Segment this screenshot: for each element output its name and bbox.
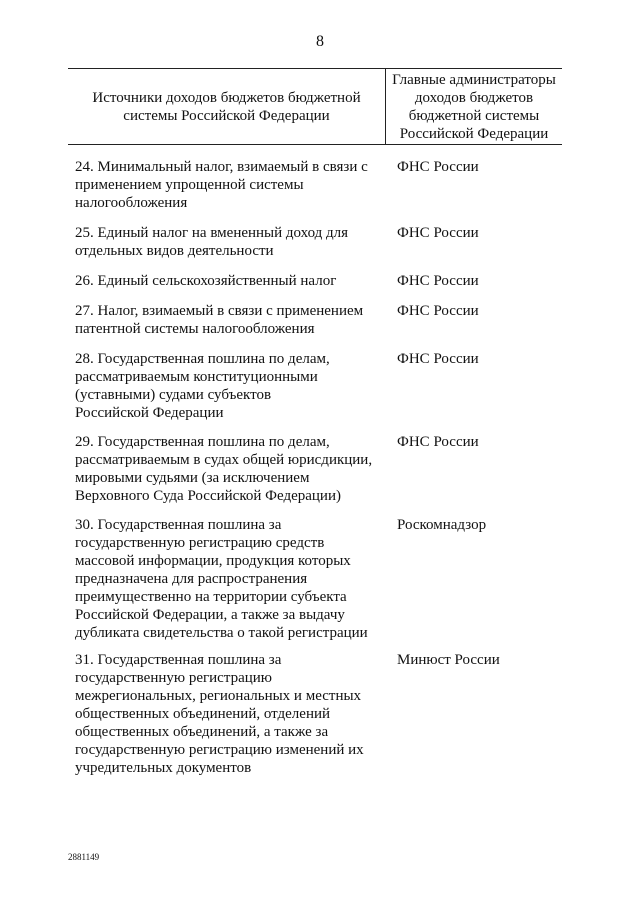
header-right-line: Российской Федерации [399,126,549,142]
source-line: межрегиональных, региональных и местных [75,688,362,704]
row-administrator: ФНС России [397,434,479,450]
table-header [68,68,562,145]
source-line: массовой информации, продукция которых [75,553,351,569]
source-line: применением упрощенной системы [75,177,304,193]
source-line: патентной системы налогообложения [75,321,315,337]
source-line: рассматриваемым в судах общей юрисдикции, [75,452,373,468]
row-source-text [75,158,380,212]
source-line: предназначена для распространения [75,571,308,587]
row-source-text [75,350,380,422]
source-line: Российской Федерации [75,405,224,421]
row-source-text [75,302,380,338]
source-line: преимущественно на территории субъекта [75,589,347,605]
source-line: отдельных видов деятельности [75,243,274,259]
row-administrator: Роскомнадзор [397,517,487,533]
source-line: общественных объединений, а также за [75,724,329,740]
source-line: рассматриваемым конституционными [75,369,318,385]
source-line: государственную регистрацию [75,670,272,686]
source-line: мировыми судьями (за исключением [75,470,310,486]
header-right-line: бюджетной системы [408,108,540,124]
header-right-line: Главные администраторы [392,72,556,88]
source-line: 31. Государственная пошлина за [75,652,282,668]
source-line: 30. Государственная пошлина за [75,517,282,533]
row-administrator: ФНС России [397,159,479,175]
row-source-text [75,433,380,505]
row-source-text [75,516,380,642]
row-source-text [75,651,380,777]
header-right-line: доходов бюджетов [414,90,534,106]
source-line: (уставными) судами субъектов [75,387,272,403]
source-line: учредительных документов [75,760,252,776]
header-sources-column [68,89,385,125]
document-code: 2881149 [68,852,100,862]
row-administrator: Минюст России [397,652,500,668]
source-line: 28. Государственная пошлина по делам, [75,351,330,367]
row-administrator: ФНС России [397,273,479,289]
header-administrators-column [386,71,562,143]
row-administrator: ФНС России [397,303,479,319]
row-administrator: ФНС России [397,351,479,367]
source-line: государственную регистрацию средств [75,535,325,551]
page-number: 8 [316,33,324,50]
source-line: 24. Минимальный налог, взимаемый в связи с [75,159,368,175]
source-line: 26. Единый сельскохозяйственный налог [75,273,337,289]
row-source-text [75,272,380,290]
row-source-text [75,224,380,260]
header-left-line: системы Российской Федерации [123,108,330,124]
source-line: Верховного Суда Российской Федерации) [75,488,341,504]
source-line: дубликата свидетельства о такой регистрации [75,625,368,641]
source-line: государственную регистрацию изменений их [75,742,364,758]
header-left-line: Источники доходов бюджетов бюджетной [92,90,361,106]
source-line: Российской Федерации, а также за выдачу [75,607,345,623]
row-administrator: ФНС России [397,225,479,241]
source-line: налогообложения [75,195,188,211]
source-line: 25. Единый налог на вмененный доход для [75,225,349,241]
source-line: общественных объединений, отделений [75,706,331,722]
source-line: 27. Налог, взимаемый в связи с применением [75,303,364,319]
source-line: 29. Государственная пошлина по делам, [75,434,330,450]
